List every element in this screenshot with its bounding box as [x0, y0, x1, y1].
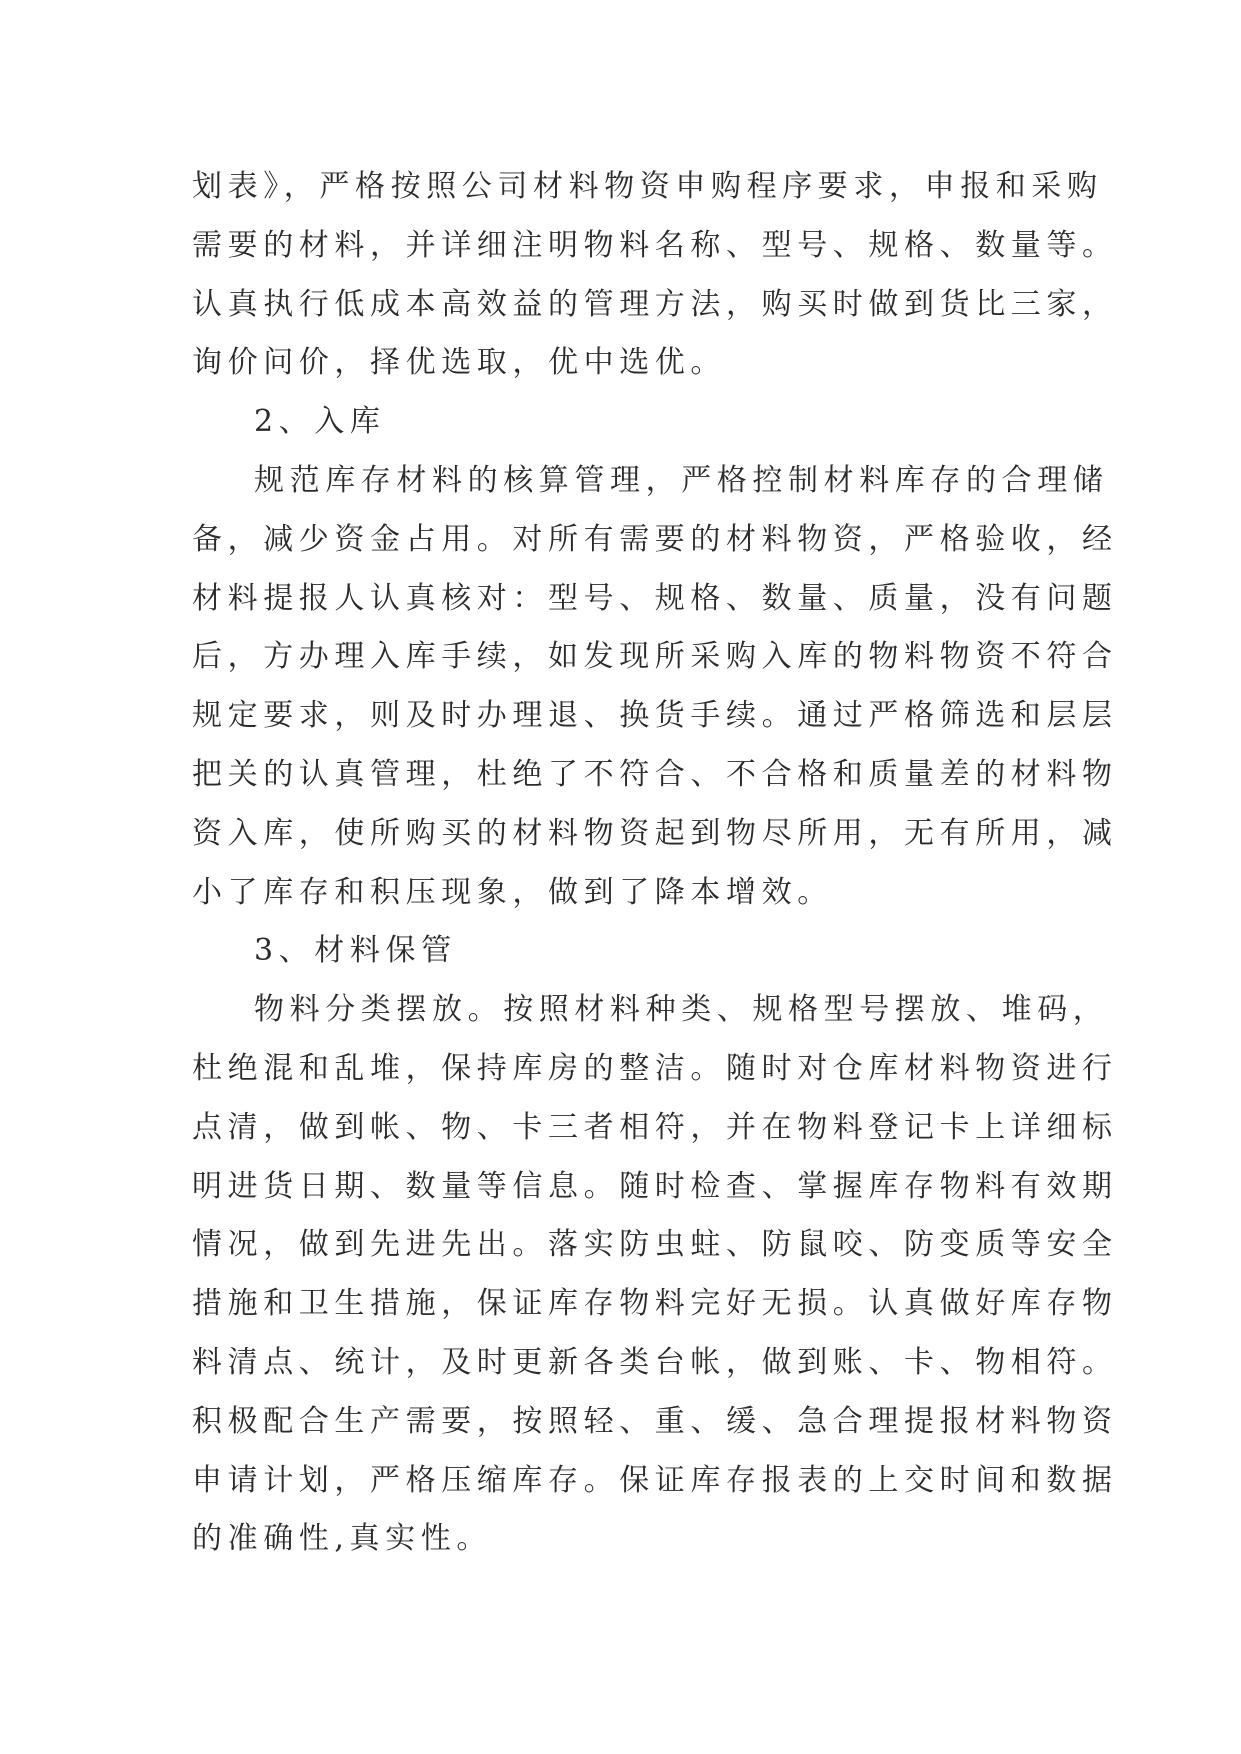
paragraph-line: 的准确性,真实性。: [192, 1521, 492, 1557]
paragraph-line: 询价问价，择优选取，优中选优。: [192, 345, 726, 381]
paragraph-line: 材料提报人认真核对：型号、规格、数量、质量，没有问题: [192, 580, 1118, 616]
paragraph-line: 申请计划，严格压缩库存。保证库存报表的上交时间和数据: [192, 1462, 1118, 1498]
paragraph-line: 物料分类摆放。按照材料种类、规格型号摆放、堆码，: [254, 992, 1109, 1028]
paragraph-line: 需要的材料，并详细注明物料名称、型号、规格、数量等。: [192, 227, 1118, 263]
paragraph-line: 把关的认真管理，杜绝了不符合、不合格和质量差的材料物: [192, 756, 1118, 792]
paragraph-line: 情况，做到先进先出。落实防虫蛀、防鼠咬、防变质等安全: [192, 1227, 1118, 1263]
section-heading: 3、材料保管: [254, 933, 457, 969]
paragraph-line: 小了库存和积压现象，做到了降本增效。: [192, 874, 833, 910]
paragraph-line: 认真执行低成本高效益的管理方法，购买时做到货比三家，: [192, 286, 1118, 322]
paragraph-line: 积极配合生产需要，按照轻、重、缓、急合理提报材料物资: [192, 1403, 1118, 1439]
document-body: [192, 158, 1118, 1569]
paragraph-line: 备，减少资金占用。对所有需要的材料物资，严格验收，经: [192, 521, 1118, 557]
paragraph-line: 明进货日期、数量等信息。随时检查、掌握库存物料有效期: [192, 1168, 1118, 1204]
paragraph-line: 资入库，使所购买的材料物资起到物尽所用，无有所用，减: [192, 815, 1118, 851]
section-heading: 2、入库: [254, 404, 386, 440]
paragraph-line: 料清点、统计，及时更新各类台帐，做到账、卡、物相符。: [192, 1344, 1118, 1380]
paragraph-line: 措施和卫生措施，保证库存物料完好无损。认真做好库存物: [192, 1286, 1118, 1322]
paragraph-line: 规范库存材料的核算管理，严格控制材料库存的合理储: [254, 462, 1109, 498]
paragraph-line: 后，方办理入库手续，如发现所采购入库的物料物资不符合: [192, 639, 1118, 675]
paragraph-line: 划表》，严格按照公司材料物资申购程序要求，申报和采购: [192, 169, 1103, 204]
paragraph-line: 规定要求，则及时办理退、换货手续。通过严格筛选和层层: [192, 698, 1118, 734]
paragraph-line: 点清，做到帐、物、卡三者相符，并在物料登记卡上详细标: [192, 1109, 1118, 1145]
paragraph-line: 杜绝混和乱堆，保持库房的整洁。随时对仓库材料物资进行: [192, 1050, 1118, 1086]
